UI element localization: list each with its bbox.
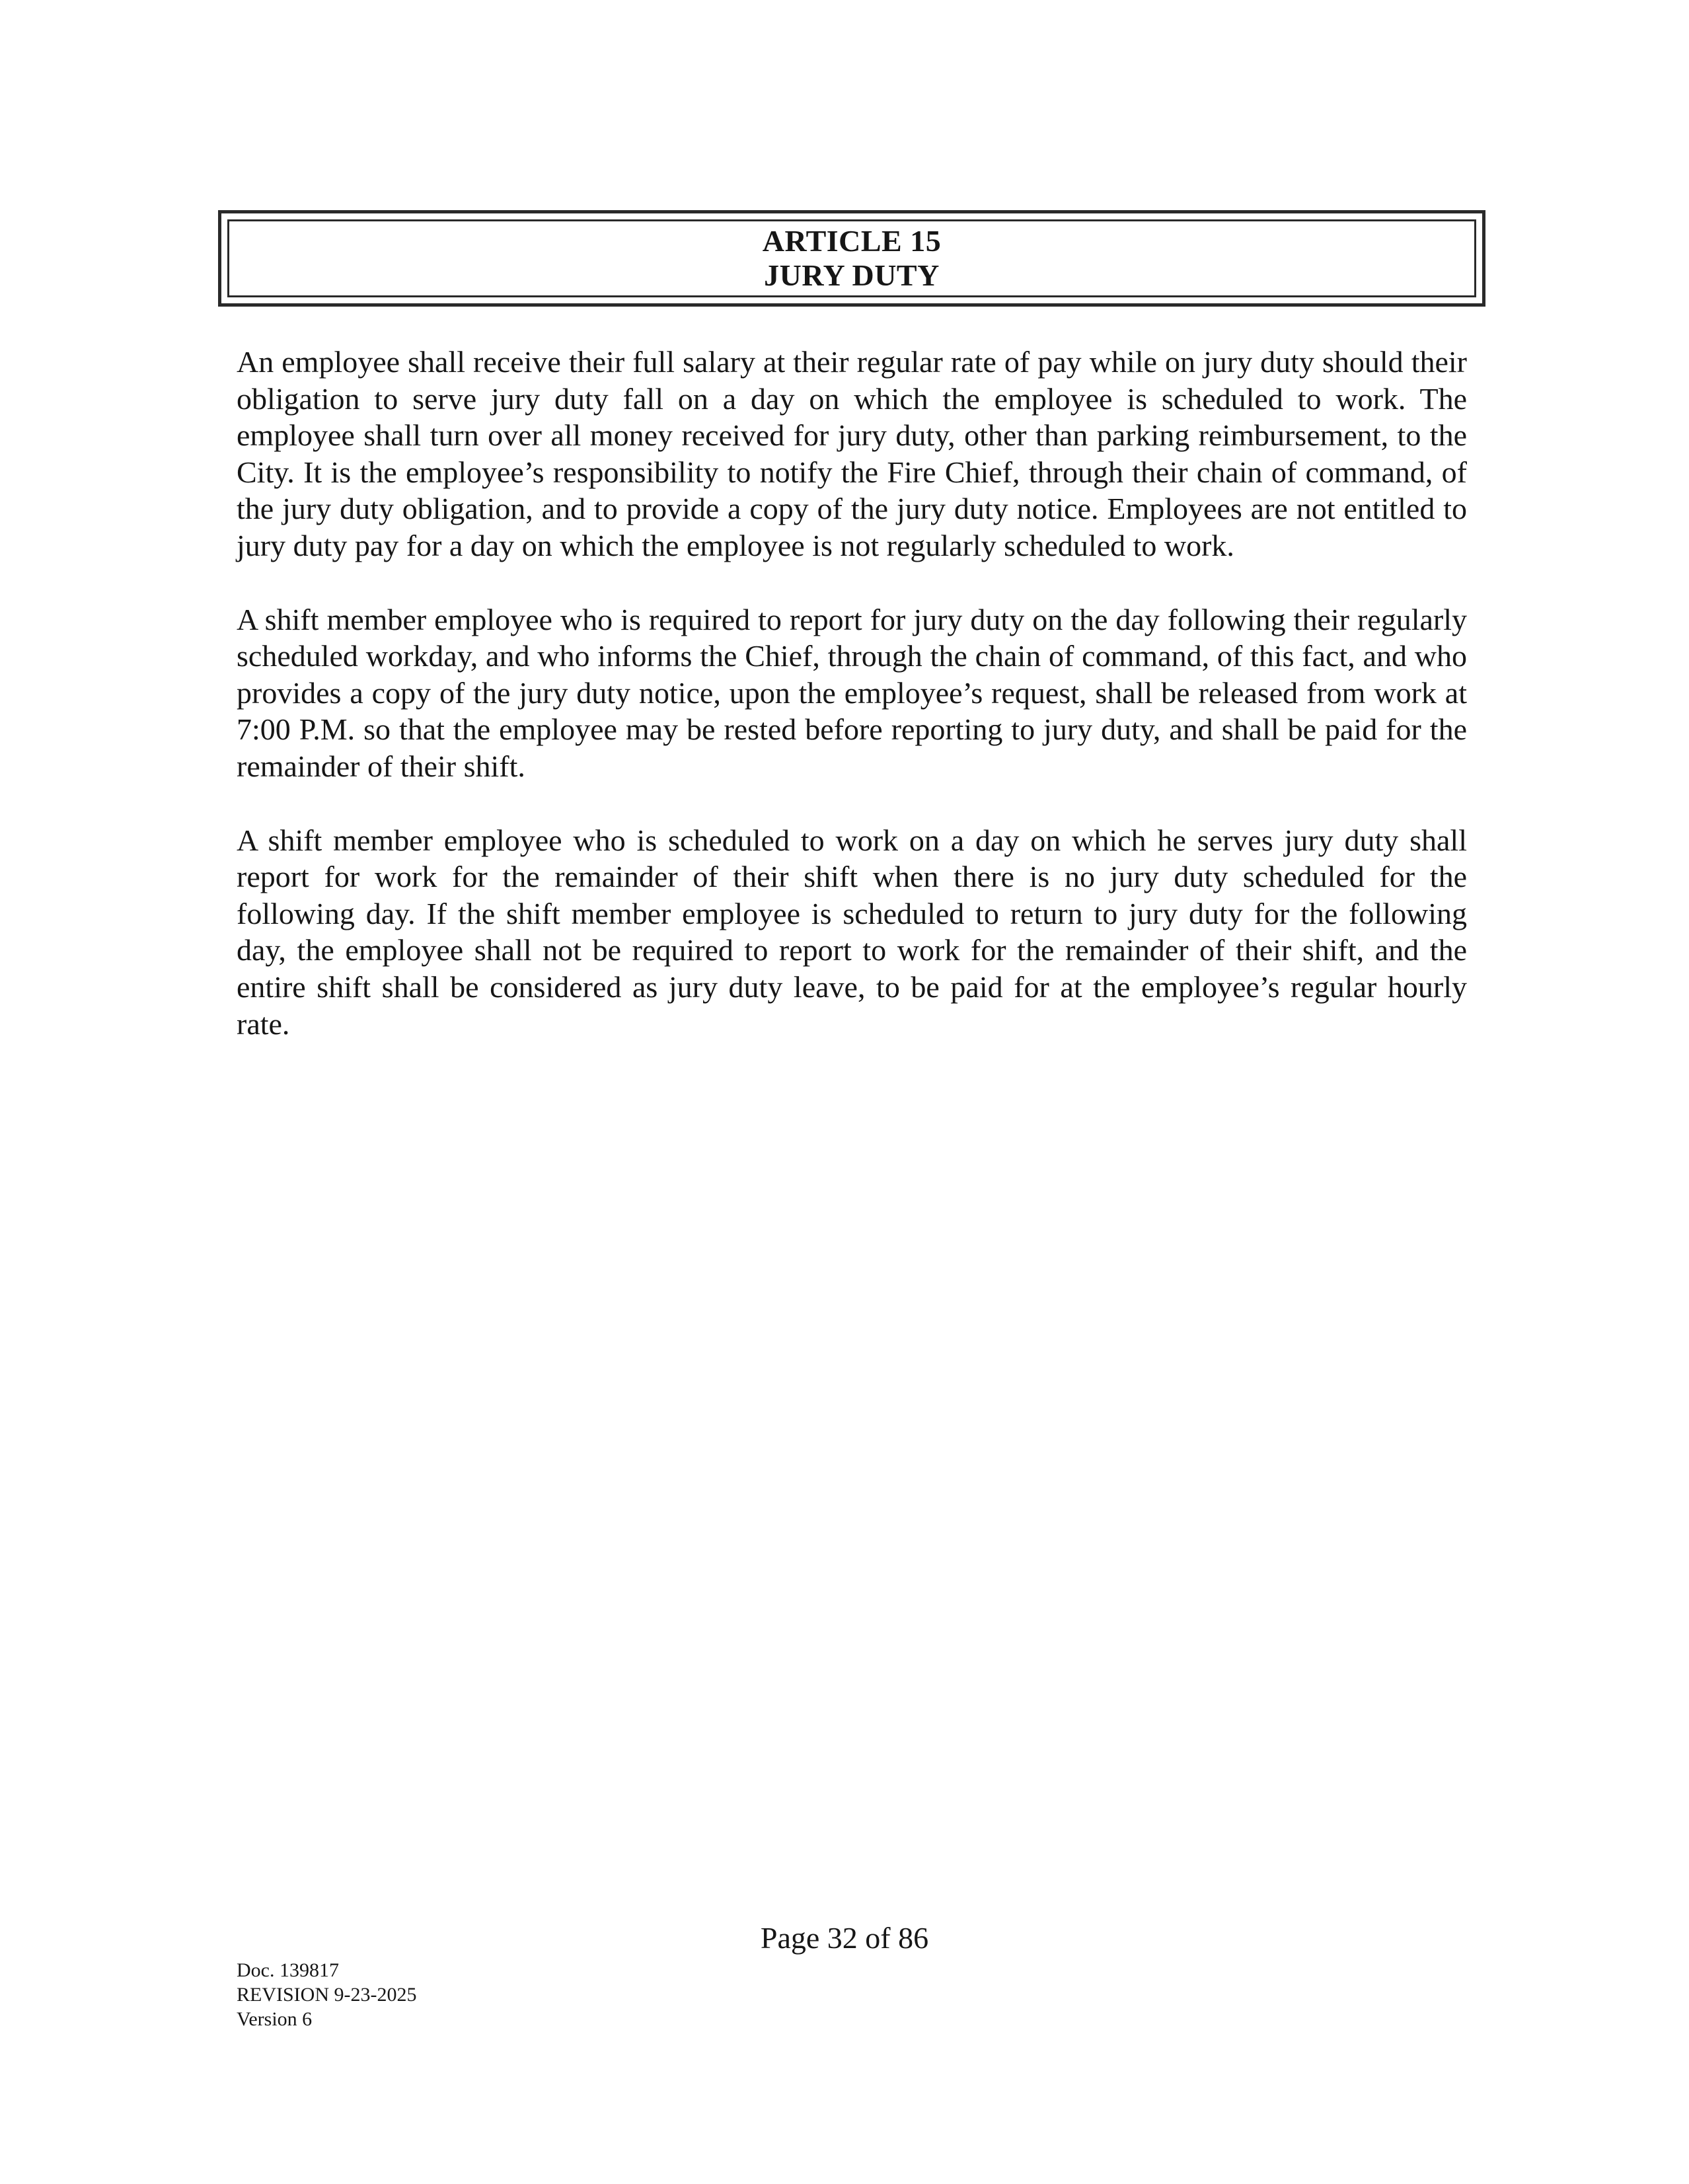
doc-number: Doc. 139817 (237, 1959, 339, 1981)
article-body (237, 344, 1467, 1079)
article-number: ARTICLE 15 (762, 224, 942, 258)
article-title: JURY DUTY (764, 258, 940, 292)
version-label: Version 6 (237, 2008, 313, 2030)
article-header-box (218, 210, 1485, 307)
page-number: Page 32 of 86 (760, 1921, 929, 1955)
paragraph-3: A shift member employee who is scheduled to work on a day on which he serves jury duty shall report for work for the remainder of their shift when there is no jury duty scheduled for the following day. If the shift member employee is scheduled to return to jury duty for the following day, the employee shall not be required to report to work for the remainder of their shift, and the entire shift shall be considered as jury duty leave, to be paid for at the employee’s regular hourly rate. (237, 823, 1467, 1041)
article-header-inner-border (227, 219, 1476, 297)
paragraph-2: A shift member employee who is required to report for jury duty on the day following their regularly scheduled workday, and who informs the Chief, through the chain of command, of this fact, and who provides a copy of the jury duty notice, upon the employee’s request, shall be released from work at 7:00 P.M. so that the employee may be rested before reporting to jury duty, and shall be paid for the remainder of their shift. (237, 602, 1467, 783)
paragraph-1: An employee shall receive their full salary at their regular rate of pay while on jury duty should their obligation to serve jury duty fall on a day on which the employee is scheduled to work. The employee shall turn over all money received for jury duty, other than parking reimbursement, to the City. It is the employee’s responsibility to notify the Fire Chief, through their chain of command, of the jury duty obligation, and to provide a copy of the jury duty notice. Employees are not entitled to jury duty pay for a day on which the employee is not regularly scheduled to work. (237, 345, 1467, 562)
revision-date: REVISION 9-23-2025 (237, 1984, 417, 2006)
document-info (237, 1958, 416, 2031)
